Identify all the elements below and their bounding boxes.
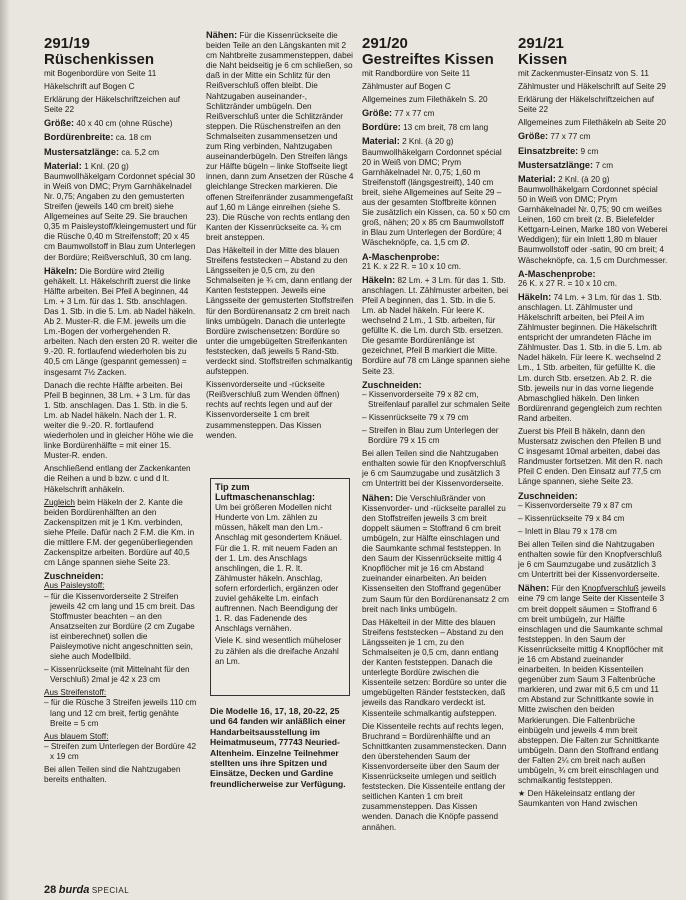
tip-title: Tip zum Luftmaschenanschlag: bbox=[215, 482, 316, 503]
info-line: Zählmuster auf Bogen C bbox=[362, 82, 451, 92]
article-title-291-19 bbox=[44, 36, 198, 68]
brand-name: burda bbox=[58, 884, 90, 896]
article-name: Kissen bbox=[518, 51, 568, 68]
material-text: 1 Knl. (20 g) Baumwollhäkelgarn Cordonnet spécial 30 in Weiß von DMC; Prym Garnhäkelnadel Nr. 0,75; Angaben zu den gemusterten Streifen (jeweils 140 cm breit) siehe Allgemeines auf Seite 29. Sie brauchen 0,35 m Paisleystoff/kleingemustert und für die Rüsche 0,40 m Streifenstoff; 20 x 45 cm Baumwollstoff in Blau zum Unterlegen der Bordüre; Reißverschluß, 30 cm lang. bbox=[44, 161, 197, 262]
cutting-item: – Kissenvorderseite 79 x 82 cm, Streifenlauf parallel zur schmalen Seite bbox=[362, 389, 510, 409]
sewing-label: Nähen: bbox=[206, 30, 238, 40]
column-291-21 bbox=[518, 30, 668, 812]
exhibition-note: Die Modelle 16, 17, 18, 20-22, 25 und 64 fanden wir anläßlich einer Handarbeitsausstellung im Heimatmuseum, 77743 Neuried-Altenheim. Einzelne Teilnehmer stellten uns ihre Spitzen und Einsätze, Decken und Gardine freundlicherweise zur Verfügung. bbox=[210, 706, 346, 789]
sewing-text: Die Verschlußränder von Kissenvorder- und -rückseite parallel zu den Stoffstreifen jeweils 3 cm breit doppelt säumen = Stoffrand 6 cm breit umbügeln, zur Hälfte einschlagen und die Saumkante schmal feststeppen. In den Saum der Kissenrückseite mittig 4 Knopflöcher mit je 16 cm Abstand zueinander einarbeiten. An beiden Kissenseiten den Stoffrand gegenüber zum Saum für den Bordürenansatz 2 cm breit nach links umbügeln. bbox=[362, 493, 509, 614]
article-subtitle: mit Randbordüre von Seite 11 bbox=[362, 69, 471, 78]
cutting-item: – für die Rüsche 3 Streifen jeweils 110 cm lang und 12 cm breit, fertig genähte Breite = 5 cm bbox=[44, 698, 197, 728]
sewing-paragraph bbox=[206, 30, 354, 243]
crochet-label: Häkeln: bbox=[362, 274, 396, 285]
article-subtitle: mit Bogenbordüre von Seite 11 bbox=[44, 69, 157, 78]
sewing-text: Für die Kissenrückseite die beiden Teile an den Längskanten mit 2 cm Nahtbreite zusammensteppen, dabei die Naht beidseitig je 6 cm schließen, so daß in der Mitte ein Schlitz für den Reißverschluß offen bleibt. Die Nahtzugaben auseinander-, Schlitzränder umbügeln. Den Reißverschluß unter die Schlitzränder steppen. Die Rüschenstreifen an den Schmalseiten zusammensetzen und zum Ring verbinden, Nahtzugaben auseinanderbügeln. Den Streifen längs zur Hälfte bügeln – linke Stoffseite liegt innen, dann zum Ansetzen der Rüsche 4 gleichlange Strecken markieren. Die offenen Streifenränder zusammengefaßt auf 1,60 m Länge einreihen (siehe S. 23). Die Rüsche von rechts entlang den Kanten der Kissenrückseite ca. ¾ cm breit ansteppen. bbox=[206, 31, 354, 242]
article-name: Rüschenkissen bbox=[44, 51, 155, 68]
crochet-text: Die Bordüre wird 2teilig gehäkelt. Lt. Häkelschrift zuerst die linke Hälfte arbeiten. Bei Pfeil A beginnen, 44 Lm. + 3 Lm. für das 1. Stb. anschlagen. Das 1. Stb. in die 5. Lm. ab Nadel häkeln. Ab 2. Muster-R. die F.M. jeweils um die Lm.-Bogen der vorhergehenden R. arbeiten. Nach den ersten 20 R. weiter die 9.-20. R. fortlaufend wiederholen bis zu 40,5 cm Länge (gespannt gemessen) = insgesamt 7½ Zacken. bbox=[44, 266, 198, 377]
cutting-item: – Streifen zum Unterlegen der Bordüre 42 x 19 cm bbox=[44, 741, 197, 761]
article-name: Gestreiftes Kissen bbox=[362, 51, 494, 68]
pattern-length-value: ca. 5,2 cm bbox=[121, 147, 160, 157]
fabric-heading: Aus blauem Stoff: bbox=[44, 731, 109, 741]
size-label: Größe: bbox=[518, 131, 549, 142]
border-label: Bordüre: bbox=[362, 122, 401, 133]
instruction-paragraph bbox=[44, 498, 198, 569]
fabric-heading: Aus Streifenstoff: bbox=[44, 688, 107, 698]
article-title-291-20 bbox=[362, 36, 510, 68]
paragraph-text: beim Häkeln der 2. Kante die beiden Bordürenhälften an den Zackenspitzen mit je 1 Km. verbinden, siehe Pfeile. Dafür nach 2 F.M. die Km. in die mittlere F.M. der gegenüberliegenden Zackenspitze arbeiten. Bordüre auf 40,5 cm Länge spannen siehe Seite 23. bbox=[44, 497, 195, 568]
cutting-heading: Zuschneiden: bbox=[362, 379, 422, 390]
underlined-word: Knopfverschluß bbox=[581, 584, 639, 594]
sewing-paragraph bbox=[362, 493, 510, 615]
border-width-value: ca. 18 cm bbox=[115, 133, 152, 143]
info-line: Erklärung der Häkelschriftzeichen auf Seite 22 bbox=[44, 95, 181, 115]
gauge-text: 21 K. x 22 R. = 10 x 10 cm. bbox=[362, 261, 461, 271]
border-width-line bbox=[44, 132, 198, 143]
size-line bbox=[362, 108, 510, 119]
material-text: 2 Knl. (à 20 g) Baumwollhäkelgarn Cordonnet spécial 50 in Weiß von DMC; Prym Garnhäkelnadel Nr. 0,75; 90 cm weißes Leinen, 160 cm breit (z. B. Bielefelder Kettgarn-Leinen, Marke 180 von Weberei Weddigen); für ein Inlett 1,80 m blauer Baumwollstoff oder -satin, 90 cm breit; 4 Wäscheknöpfe, ca. 1,5 cm Durchmesser. bbox=[518, 174, 668, 265]
tip-text: Um bei größeren Modellen nicht Hunderte von Lm. zählen zu müssen, häkelt man den Lm.-Anschlag mit gesondertem Knäuel. Für die 1. R. mit neuem Faden an der 1. Lm. des Anschlags anschlingen, die 1. R. lt. Zählmuster häkeln. Anschlag, sofern erforderlich, ergänzen oder zuviel gehäkelte Lm. einfach auftrennen. Nach Beendigung der 1. R. das Fadenende des Anschlags vernähen. bbox=[215, 503, 342, 634]
column-291-19 bbox=[44, 30, 198, 788]
instruction-paragraph: Zuerst bis Pfeil B häkeln, dann den Mustersatz zwischen den Pfeilen B und C insgesamt 10mal arbeiten, dabei das Randmuster fortsetzen. Mit den R. nach Pfeil C enden. Den Einsatz auf 77,5 cm Länge spannen, siehe Seite 23. bbox=[518, 427, 663, 487]
crochet-paragraph bbox=[44, 266, 198, 378]
instruction-paragraph: Das Häkelteil in der Mitte des blauen Streifens feststecken – Abstand zu den Längsseiten je 0,5 cm, zu den Schmalseiten je ¾ cm, dann entlang der Kanten feststeppen. Jeweils eine Längsseite der gemusterten Stoffstreifen für den Bordürenansatz 2 cm breit nach links umbügeln. Danach die unterlegte Bordüre zwischensetzen: Bordüre so unter die umgebügelten Streifenkanten feststecken, daß jeweils 5 Rand-Stb. verdeckt sind. Stoffstreifen schmalkantig aufsteppen. bbox=[206, 245, 354, 377]
info-line: Häkelschrift auf Bogen C bbox=[44, 82, 135, 92]
material-label: Material: bbox=[44, 160, 82, 171]
crochet-label: Häkeln: bbox=[44, 265, 78, 276]
material-text: 2 Knl. (à 20 g) Baumwollhäkelgarn Cordonnet spécial 20 in Weiß von DMC; Prym Garnhäkelnadel Nr. 0,75; 1,60 m Streifenstoff (längsgestreift), 140 cm breit, siehe Allgemeines auf Seite 29 – aus der gesamten Stoffbreite können Sie zusätzlich ein Kissen, ca. 50 x 50 cm groß, nähen; 20 x 85 cm Baumwollstoff in Blau zum Unterlegen der Bordüre; 4 Wäscheknöpfe, ca. 1,5 cm Ø. bbox=[362, 137, 510, 248]
material-label: Material: bbox=[518, 173, 556, 184]
border-value: 13 cm breit, 78 cm lang bbox=[403, 123, 489, 133]
cutting-heading: Zuschneiden: bbox=[518, 490, 578, 501]
pattern-length-line bbox=[44, 147, 198, 158]
instruction-paragraph: Das Häkelteil in der Mitte des blauen Streifens feststecken – Abstand zu den Längsseiten je 1 cm, zu den Schmalseiten je 0,5 cm, dann entlang der Kanten feststeppen. Danach die unterlegte Bordüre zwischen die Kissenteile setzen: Bordüre so unter die umgebügelten Ränder feststecken, daß jeweils das Randkaro verdeckt ist. Kissenteile schmalkantig aufsteppen. bbox=[362, 617, 507, 718]
size-value: 77 x 77 cm bbox=[550, 132, 591, 142]
cutting-item: – für die Kissenvorderseite 2 Streifen jeweils 42 cm lang und 15 cm breit. Das Stoffmuster beachten – an den Ansatzseiten zur Bordüre (2 cm Zugabe ist einberechnet) sollen die Paisleymotive nicht angeschnitten sein, siehe auch Modellbild. bbox=[44, 591, 195, 662]
material-paragraph bbox=[518, 174, 668, 266]
instruction-paragraph: Die Kissenteile rechts auf rechts legen, Bruchrand = Bordürenhälfte und an Schnittkanten zusammenstecken. Dann den überstehenden Saum der Kissenvorderseite über den Saum der Kissenrückseite umlegen und seitlich feststecken. Die Kissenteile entlang der seitlichen Kanten 1 cm breit zusammensteppen. Das Kissen wenden. Danach die Knöpfe passend annähen. bbox=[362, 721, 507, 832]
size-line bbox=[44, 118, 198, 129]
crochet-text: 74 Lm. + 3 Lm. für das 1. Stb. anschlagen. Lt. Zählmuster und Häkelschrift arbeiten, bei Pfeil A im Zählmuster beginnen. Die Häkelschrift entspricht der umrandeten Fläche im Zählmuster. Das 1. Stb. in die 5. Lm. ab Nadel häkeln. Für leere K. wechselnd 2 Lm., 1 Stb. arbeiten, für gefüllte K. die Lm. durch Stb. ersetzen. Ab 2. R. die Stb. jeweils nur in das vorne liegende Abmaschglied häkeln. Den linken Bordürenrand gegengleich zum rechten Rand arbeiten. bbox=[518, 292, 662, 423]
insert-width-value: 9 cm bbox=[580, 146, 599, 156]
gauge-heading: A-Maschenprobe: bbox=[362, 251, 440, 262]
instruction-paragraph: Danach die rechte Hälfte arbeiten. Bei Pfeil B beginnen, 38 Lm. + 3 Lm. für das 1. Stb. anschlagen. Das 1. Stb. in die 5. Lm. ab Nadel häkeln. Nach der 1. R. weiter die 9.-20. R. fortlaufend wiederholen und in gleicher Höhe wie die linke Bordürenhälfte = mit einer 15. Muster-R. enden. bbox=[44, 380, 194, 461]
size-line bbox=[518, 131, 668, 142]
article-title-291-21 bbox=[518, 36, 668, 68]
column-291-19-continued bbox=[206, 30, 354, 444]
article-number: 291/19 bbox=[44, 35, 90, 52]
sewing-text: Für den bbox=[551, 584, 582, 594]
info-line: Zählmuster und Häkelschrift auf Seite 29 bbox=[518, 82, 666, 92]
instruction-paragraph: Kissenvorderseite und -rückseite (Reißverschluß zum Wenden öffnen) rechts auf rechts legen und auf der Kissenvorderseite 1 cm breit zusammensteppen. Das Kissen wenden. bbox=[206, 380, 340, 440]
column-291-20 bbox=[362, 30, 510, 836]
cutting-item: – Kissenvorderseite 79 x 87 cm bbox=[518, 500, 633, 510]
cutting-item: – Streifen in Blau zum Unterlegen der Bordüre 79 x 15 cm bbox=[362, 426, 499, 446]
fabric-heading: Aus Paisleystoff: bbox=[44, 581, 105, 591]
gauge-text: 26 K. x 27 R. = 10 x 10 cm. bbox=[518, 278, 617, 288]
instruction-paragraph: Bei allen Teilen sind die Nahtzugaben enthalten sowie für den Knopfverschluß je 6 cm Saumzugabe und zusätzlich 3 cm Untertritt bei der Kissenvorderseite. bbox=[362, 449, 506, 489]
sewing-paragraph bbox=[518, 583, 668, 786]
size-value: 77 x 77 cm bbox=[394, 109, 435, 119]
gauge-heading: A-Maschenprobe: bbox=[518, 268, 596, 279]
info-line: Allgemeines zum Filethäkeln S. 20 bbox=[362, 95, 488, 105]
cutting-item: – Kissenrückseite 79 x 79 cm bbox=[362, 412, 469, 422]
tip-box bbox=[210, 478, 350, 696]
crochet-paragraph bbox=[518, 292, 668, 424]
material-paragraph bbox=[362, 136, 510, 248]
size-label: Größe: bbox=[362, 108, 393, 119]
pattern-length-line bbox=[518, 160, 668, 171]
cutting-item: – Inlett in Blau 79 x 178 cm bbox=[518, 526, 617, 536]
crochet-label: Häkeln: bbox=[518, 291, 552, 302]
article-subtitle: mit Zackenmuster-Einsatz von S. 11 bbox=[518, 69, 649, 78]
sewing-label: Nähen: bbox=[518, 583, 550, 594]
pattern-length-label: Mustersatzlänge: bbox=[518, 159, 594, 170]
page-number: 28 bbox=[44, 884, 57, 896]
article-number: 291/20 bbox=[362, 35, 408, 52]
article-number: 291/21 bbox=[518, 35, 564, 52]
pattern-length-label: Mustersatzlänge: bbox=[44, 146, 120, 157]
insert-width-line bbox=[518, 146, 668, 157]
instruction-paragraph: Bei allen Teilen sind die Nahtzugaben enthalten sowie für den Knopfverschluß je 6 cm Saumzugabe und zusätzlich 3 cm Untertritt bei der Kissenvorderseite. bbox=[518, 539, 662, 580]
cutting-heading: Zuschneiden: bbox=[44, 571, 104, 582]
underlined-word: Zugleich bbox=[44, 497, 75, 507]
page-footer bbox=[44, 884, 129, 896]
sewing-label: Nähen: bbox=[362, 492, 394, 503]
size-label: Größe: bbox=[44, 118, 75, 129]
material-label: Material: bbox=[362, 136, 400, 147]
crochet-text: 82 Lm. + 3 Lm. für das 1. Stb. anschlagen. Lt. Zählmuster arbeiten, bei Pfeil A beginnen, das 1. Stb. in die 5. Lm. ab Nadel häkeln. Für leere K. wechselnd 2 Lm., 1 Stb. arbeiten, für gefüllte K. die Lm. durch Stb. ersetzen. Die gesamte Bordürenlänge ist gezeichnet, Pfeil B markiert die Mitte. Bordüre auf 78 cm Länge spannen siehe Seite 23. bbox=[362, 275, 510, 376]
instruction-paragraph: Anschließend entlang der Zackenkanten die Reihen a und b bzw. c und d lt. Häkelschrift anhäkeln. bbox=[44, 464, 191, 494]
size-value: 40 x 40 cm (ohne Rüsche) bbox=[76, 119, 173, 129]
sewing-text: jeweils eine 79 cm lange Seite der Kissenteile 3 cm breit doppelt säumen = Stoffrand 6 cm breit umbügeln, zur Hälfte einschlagen und die Saumkante schmal feststeppen. In den Saum der Kissenrückseite mittig 4 Knopflöcher mit je 16 cm Abstand zueinander einarbeiten. In beiden Kissenteilen gegenüber zum Saum 3 Faltenbrüche markieren, und zwar mit 6,5 cm und 11 cm Abstand zur Schnittkante sowie in Mitte zwischen den beiden Markierungen. Die Faltenbrüche einbügeln und jeweils 4 mm breit absteppen. Die Falten zur Schnittkante umbügeln. Dann den Stoffrand entlang der Falten 2¼ cm breit nach außen umbügeln, ¾ cm breit einschlagen und schmalkantig feststeppen. bbox=[518, 584, 666, 786]
material-paragraph bbox=[44, 161, 198, 263]
page-binding-shadow bbox=[0, 0, 10, 900]
insert-width-label: Einsatzbreite: bbox=[518, 145, 579, 156]
info-line: Allgemeines zum Filethäkeln ab Seite 20 bbox=[518, 118, 666, 128]
border-width-label: Bordürenbreite: bbox=[44, 132, 114, 143]
border-line bbox=[362, 122, 510, 133]
pattern-length-value: 7 cm bbox=[595, 160, 614, 170]
tip-text: Viele K. sind wesentlich müheloser zu zählen als die dreifache Anzahl an Lm. bbox=[215, 636, 342, 666]
instruction-paragraph: ★ Den Häkeleinsatz entlang der Saumkanten von Hand zwischen bbox=[518, 789, 638, 809]
cutting-item: – Kissenrückseite 79 x 84 cm bbox=[518, 513, 625, 523]
cutting-item: – Kissenrückseite (mit Mittelnaht für den Verschluß) 2mal je 42 x 23 cm bbox=[44, 665, 190, 685]
edition-label: SPECIAL bbox=[91, 886, 130, 895]
crochet-paragraph bbox=[362, 275, 510, 377]
info-line: Erklärung der Häkelschriftzeichen auf Seite 22 bbox=[518, 95, 655, 115]
instruction-paragraph: Bei allen Teilen sind die Nahtzugaben bereits enthalten. bbox=[44, 765, 181, 785]
